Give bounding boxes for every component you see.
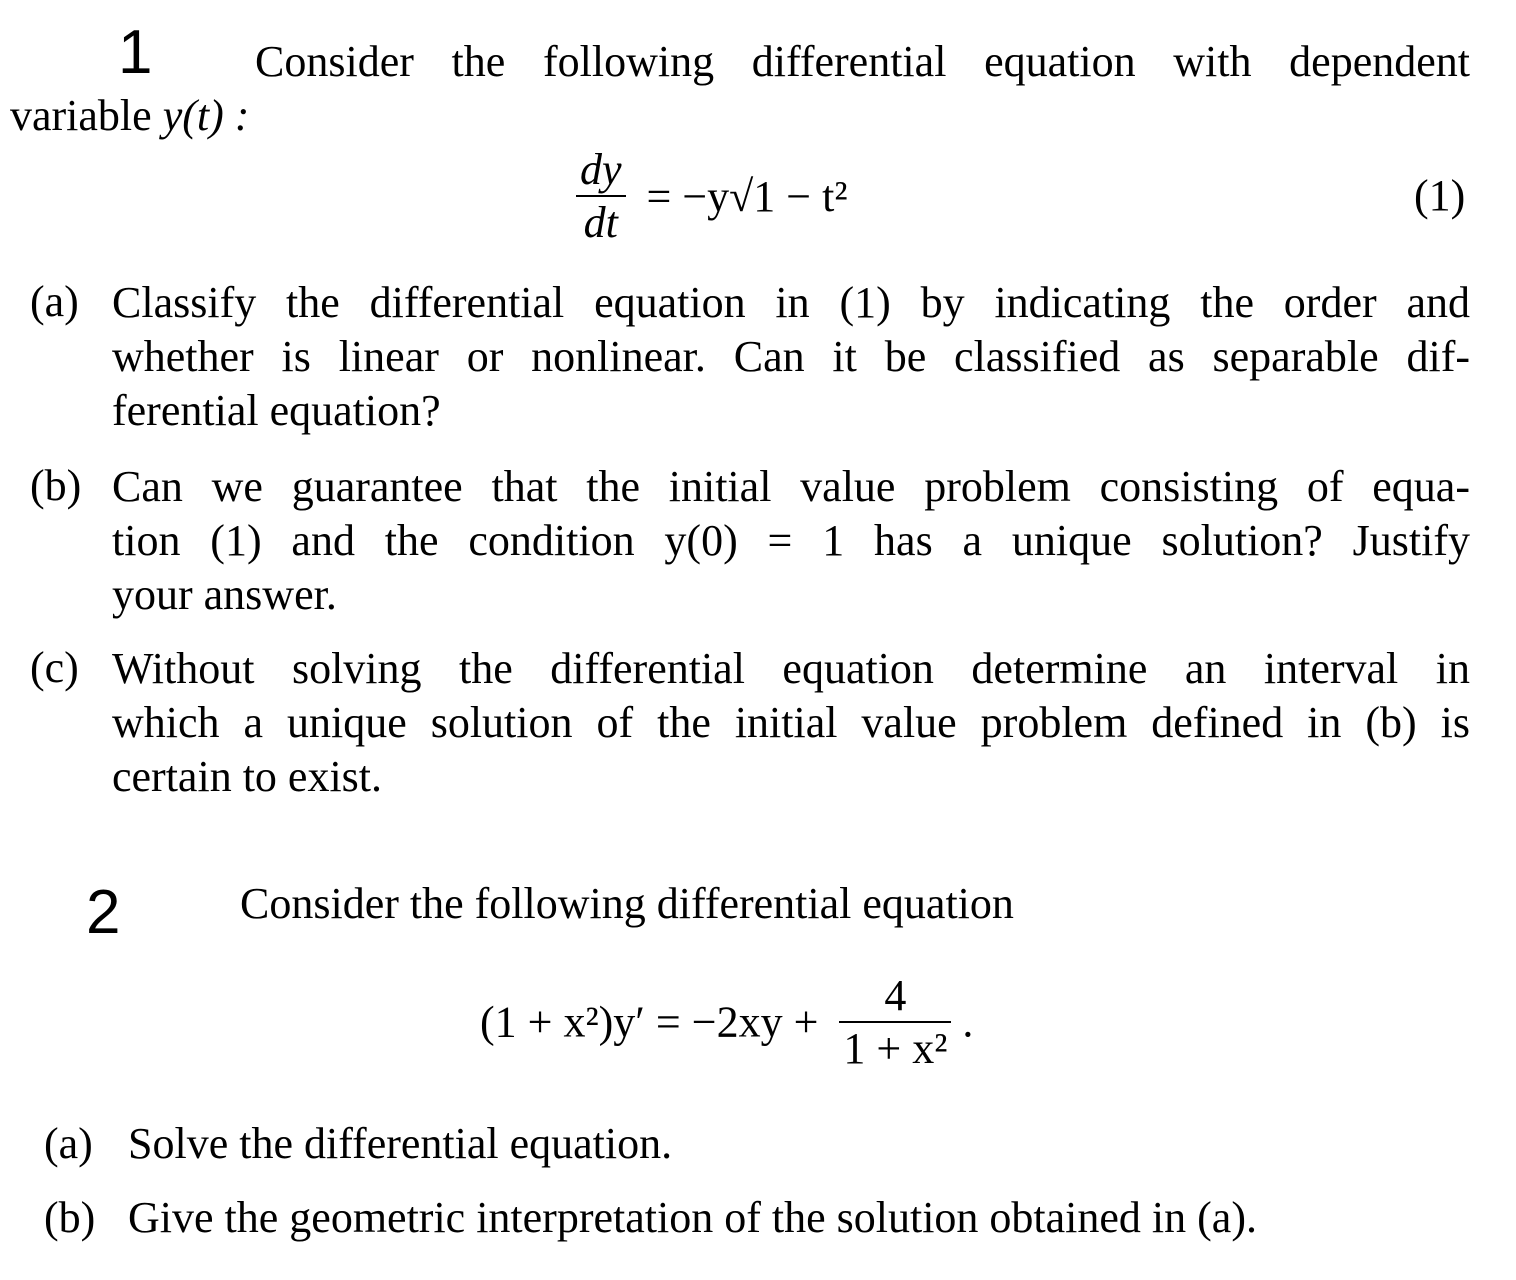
equation-tag: (1) xyxy=(1414,171,1466,220)
problem-1-intro-line-2 xyxy=(10,90,249,143)
part-1b-text xyxy=(112,460,1470,622)
equation-lhs: (1 + x²)y′ = −2xy + xyxy=(480,997,819,1047)
four-over-fraction xyxy=(839,970,951,1074)
part-2b-text: Give the geometric interpretation of the solution obtained in (a). xyxy=(128,1193,1257,1242)
equation-rhs: = −y√1 − t² xyxy=(646,171,848,221)
fraction-denominator: dt xyxy=(583,198,618,247)
part-1a-label: (a) xyxy=(30,277,79,326)
part-1b-line: tion (1) and the condition y(0) = 1 has a unique solution? Justify xyxy=(112,516,1470,565)
problem-2-intro: Consider the following differential equation xyxy=(240,879,1014,928)
part-2a-text: Solve the differential equation. xyxy=(128,1119,673,1168)
part-1a-text xyxy=(112,276,1470,438)
part-1a-line: ferential equation? xyxy=(112,386,441,435)
part-1c-label: (c) xyxy=(30,643,79,692)
part-1b-line: your answer. xyxy=(112,570,337,619)
part-1b-line: Can we guarantee that the initial value problem consisting of equa- xyxy=(112,462,1470,511)
fraction-numerator: dy xyxy=(580,145,622,194)
problem-1-intro-text: variable xyxy=(10,91,152,140)
equation-end-period: . xyxy=(962,997,974,1047)
part-1a-line: whether is linear or nonlinear. Can it be classified as separable dif- xyxy=(112,332,1470,381)
problem-1-intro-line-1: Consider the following differential equation with dependent xyxy=(255,37,1470,86)
part-1b-label: (b) xyxy=(30,461,82,510)
part-2b-label: (b) xyxy=(44,1193,96,1242)
part-1c-text xyxy=(112,642,1470,804)
problem-1-number: 1 xyxy=(118,18,153,87)
part-1a-line: Classify the differential equation in (1) by indicating the order and xyxy=(112,278,1470,327)
fraction-numerator: 4 xyxy=(884,971,907,1020)
part-1c-line: which a unique solution of the initial value problem defined in (b) is xyxy=(112,698,1470,747)
problem-2-number: 2 xyxy=(86,878,121,947)
part-1c-line: certain to exist. xyxy=(112,752,383,801)
problem-1-dependent-variable: y(t) : xyxy=(162,91,250,140)
problem-1-equation xyxy=(576,144,848,248)
fraction-denominator: 1 + x² xyxy=(843,1024,948,1073)
problem-2-equation xyxy=(480,970,973,1074)
dy-dt-fraction xyxy=(576,144,626,248)
part-2a-label: (a) xyxy=(44,1119,93,1168)
part-1c-line: Without solving the differential equation determine an interval in xyxy=(112,644,1470,693)
